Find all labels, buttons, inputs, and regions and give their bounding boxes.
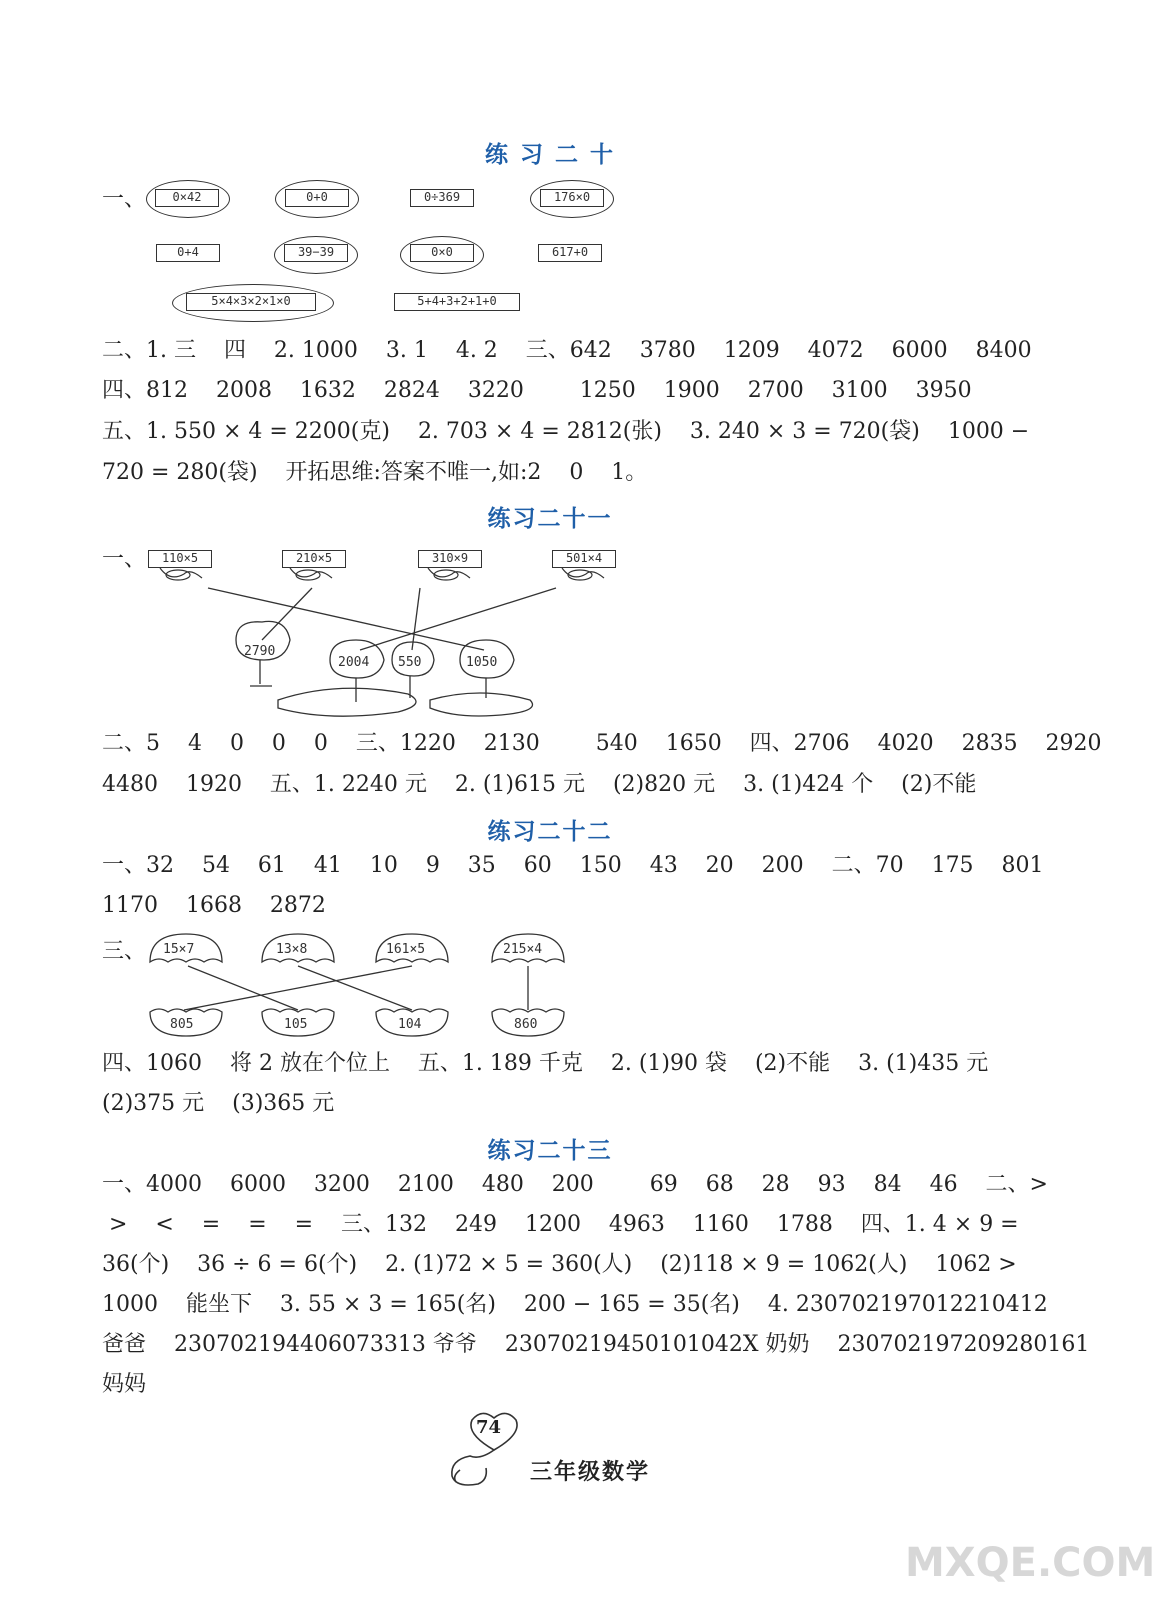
watermark: MXQE.COM (905, 1540, 1155, 1586)
bottom-value: 104 (398, 1017, 422, 1032)
expression-box: 0÷369 (410, 189, 474, 207)
bottom-value: 860 (514, 1017, 538, 1032)
answer-line: 四、1060 将 2 放在个位上 五、1. 189 千克 2. (1)90 袋 (2)不能 3. (1)435 元 (102, 1051, 989, 1076)
expression-box: 0+4 (156, 244, 220, 262)
umbrella-top-icons (150, 934, 564, 962)
dragonfly-card: 310×9 (418, 550, 482, 568)
bottom-value: 805 (170, 1017, 194, 1032)
answer-line: 1000 能坐下 3. 55 × 3 = 165(名) 200 − 165 = 35(名) 4. 230702197012210412 (102, 1292, 1048, 1317)
answer-line: > < = = = 三、132 249 1200 4963 1160 1788 四、1. 4 × 9 = (102, 1212, 1019, 1237)
bowl-bottom-icons (150, 1009, 564, 1036)
answer-line: 1170 1668 2872 (102, 893, 326, 918)
answer-line: 爸爸 230702194406073313 爷爷 23070219450101042X 奶奶 230702197209280161 (102, 1332, 1090, 1357)
expression-box: 176×0 (540, 189, 604, 207)
dragonfly-icons (160, 568, 604, 580)
top-expression: 161×5 (386, 942, 426, 957)
page-number: 74 (476, 1417, 502, 1438)
section-title: 练习二十三 (487, 1138, 613, 1164)
section-title: 练习二十一 (487, 506, 613, 532)
answer-line: 一、32 54 61 41 10 9 35 60 150 43 20 200 二、70 175 801 (102, 853, 1044, 878)
expression-box: 0+0 (285, 189, 349, 207)
expression-box: 5×4×3×2×1×0 (186, 293, 316, 311)
answer-line: 五、1. 550 × 4 = 2200(克) 2. 703 × 4 = 2812(张) 3. 240 × 3 = 720(袋) 1000 − (102, 419, 1030, 444)
answer-line: 四、812 2008 1632 2824 3220 1250 1900 2700 3100 3950 (102, 378, 972, 403)
answer-line: 二、1. 三 四 2. 1000 3. 1 4. 2 三、642 3780 1209 4072 6000 8400 (102, 338, 1032, 363)
bottom-value: 105 (284, 1017, 308, 1032)
match-lines (208, 588, 556, 650)
answer-line: 720 = 280(袋) 开拓思维:答案不唯一,如:2 0 1。 (102, 460, 648, 485)
section-title: 练 习 二 十 (484, 142, 616, 168)
answer-line: (2)375 元 (3)365 元 (102, 1091, 335, 1116)
question-label: 一、 (102, 187, 147, 212)
dragonfly-card: 501×4 (552, 550, 616, 568)
expression-box: 0×0 (410, 244, 474, 262)
expression-box: 0×42 (155, 189, 219, 207)
leaf-value: 550 (398, 655, 422, 670)
top-expression: 13×8 (276, 942, 308, 957)
expression-box: 617+0 (538, 244, 602, 262)
expression-box: 5+4+3+2+1+0 (394, 293, 520, 311)
section-title: 练习二十二 (487, 819, 613, 845)
question-label: 三、 (102, 939, 147, 964)
top-expression: 215×4 (503, 942, 543, 957)
dragonfly-card: 110×5 (148, 550, 212, 568)
footer-subject: 三年级数学 (530, 1460, 651, 1485)
leaf-value: 2004 (338, 655, 370, 670)
answer-line: 一、4000 6000 3200 2100 480 200 69 68 28 93 84 46 二、> (102, 1172, 1048, 1197)
expression-box: 39−39 (284, 244, 348, 262)
leaf-value: 2790 (244, 644, 276, 659)
answer-line: 妈妈 (102, 1372, 147, 1397)
leaf-value: 1050 (466, 655, 498, 670)
top-expression: 15×7 (163, 942, 195, 957)
answer-line: 36(个) 36 ÷ 6 = 6(个) 2. (1)72 × 5 = 360(人) (2)118 × 9 = 1062(人) 1062 > (102, 1252, 1017, 1277)
dragonfly-card: 210×5 (282, 550, 346, 568)
question-label: 一、 (102, 547, 147, 572)
answer-line: 4480 1920 五、1. 2240 元 2. (1)615 元 (2)820 元 3. (1)424 个 (2)不能 (102, 772, 977, 797)
match-lines-2 (184, 966, 528, 1010)
answer-line: 二、5 4 0 0 0 三、1220 2130 540 1650 四、2706 4020 2835 2920 (102, 731, 1102, 756)
